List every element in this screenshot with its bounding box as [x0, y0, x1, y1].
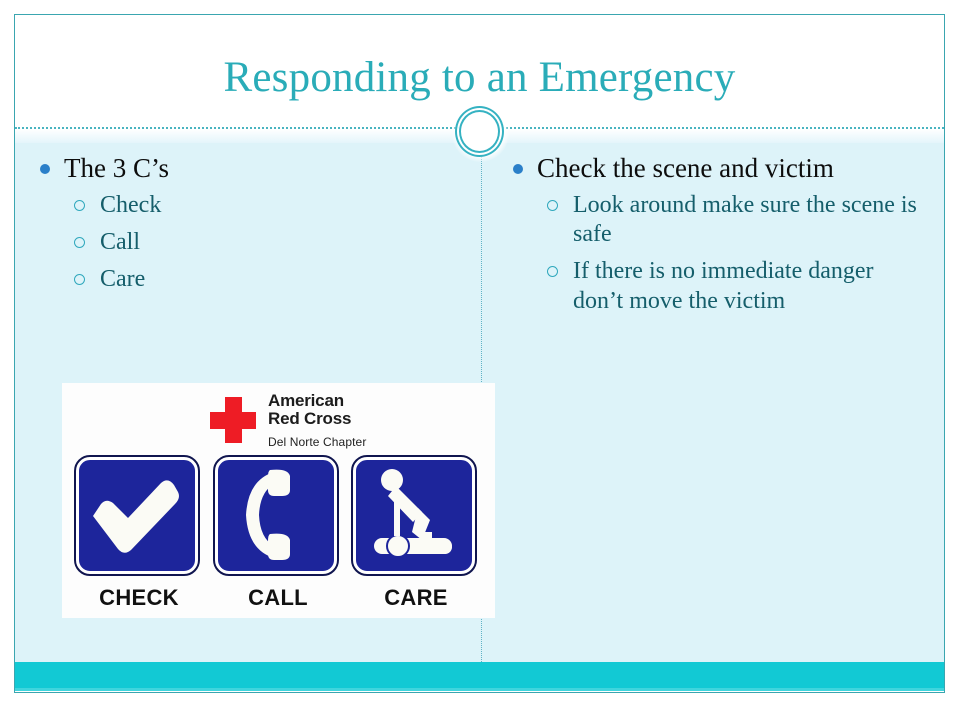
logo-subtitle: Del Norte Chapter	[268, 434, 367, 449]
cpr-rescuer-icon	[356, 460, 472, 571]
icon-caption: CARE	[384, 585, 448, 610]
sub-bullet-text: If there is no immediate danger don’t move the victim	[573, 258, 874, 314]
bullet-dot-icon	[40, 164, 50, 174]
red-cross-icon	[210, 397, 256, 443]
check-call-care-icons	[70, 457, 490, 612]
list-item	[505, 152, 925, 316]
right-sub-bullet-list	[537, 191, 925, 316]
bullet-text: The 3 C’s	[64, 153, 169, 183]
list-item	[537, 191, 925, 250]
icon-caption: CHECK	[99, 585, 179, 610]
call-tile	[215, 457, 337, 574]
checkmark-icon	[79, 460, 195, 571]
list-item	[537, 257, 925, 316]
logo-line-1: American	[268, 391, 344, 410]
footer-accent-band	[15, 662, 944, 691]
sub-bullet-text: Look around make sure the scene is safe	[573, 191, 917, 248]
bullet-dot-icon	[513, 164, 523, 174]
icon-cell-check	[76, 457, 202, 611]
bullet-ring-icon	[74, 274, 85, 285]
bullet-ring-icon	[74, 237, 85, 248]
sub-bullet-text: Call	[100, 229, 140, 256]
ornament-ring-inner	[459, 110, 500, 153]
care-tile	[353, 457, 475, 574]
left-bullet-list	[32, 152, 472, 295]
sub-bullet-text: Care	[100, 266, 146, 293]
sub-bullet-text: Check	[100, 191, 162, 218]
red-cross-wordmark	[268, 392, 366, 449]
list-item	[64, 228, 472, 257]
right-content-placeholder	[505, 152, 925, 324]
list-item	[32, 152, 472, 295]
list-item	[64, 265, 472, 294]
page-title: Responding to an Emergency	[223, 54, 736, 101]
icon-caption: CALL	[248, 585, 308, 610]
left-sub-bullet-list	[64, 191, 472, 295]
list-item	[64, 191, 472, 220]
bullet-ring-icon	[547, 266, 558, 277]
red-cross-bar-vertical	[225, 397, 242, 443]
check-tile	[76, 457, 198, 574]
icon-cell-care	[353, 457, 479, 611]
icon-cell-call	[215, 457, 341, 611]
bullet-ring-icon	[547, 200, 558, 211]
footer-accent-line	[15, 688, 944, 691]
bullet-ring-icon	[74, 200, 85, 211]
telephone-handset-icon	[218, 460, 334, 571]
circle-ornament-icon	[452, 101, 509, 158]
red-cross-poster-image	[62, 383, 495, 618]
left-content-placeholder	[32, 152, 472, 303]
red-cross-logo	[210, 392, 460, 455]
right-bullet-list	[505, 152, 925, 316]
logo-line-2: Red Cross	[268, 409, 352, 429]
bullet-text: Check the scene and victim	[537, 153, 834, 183]
